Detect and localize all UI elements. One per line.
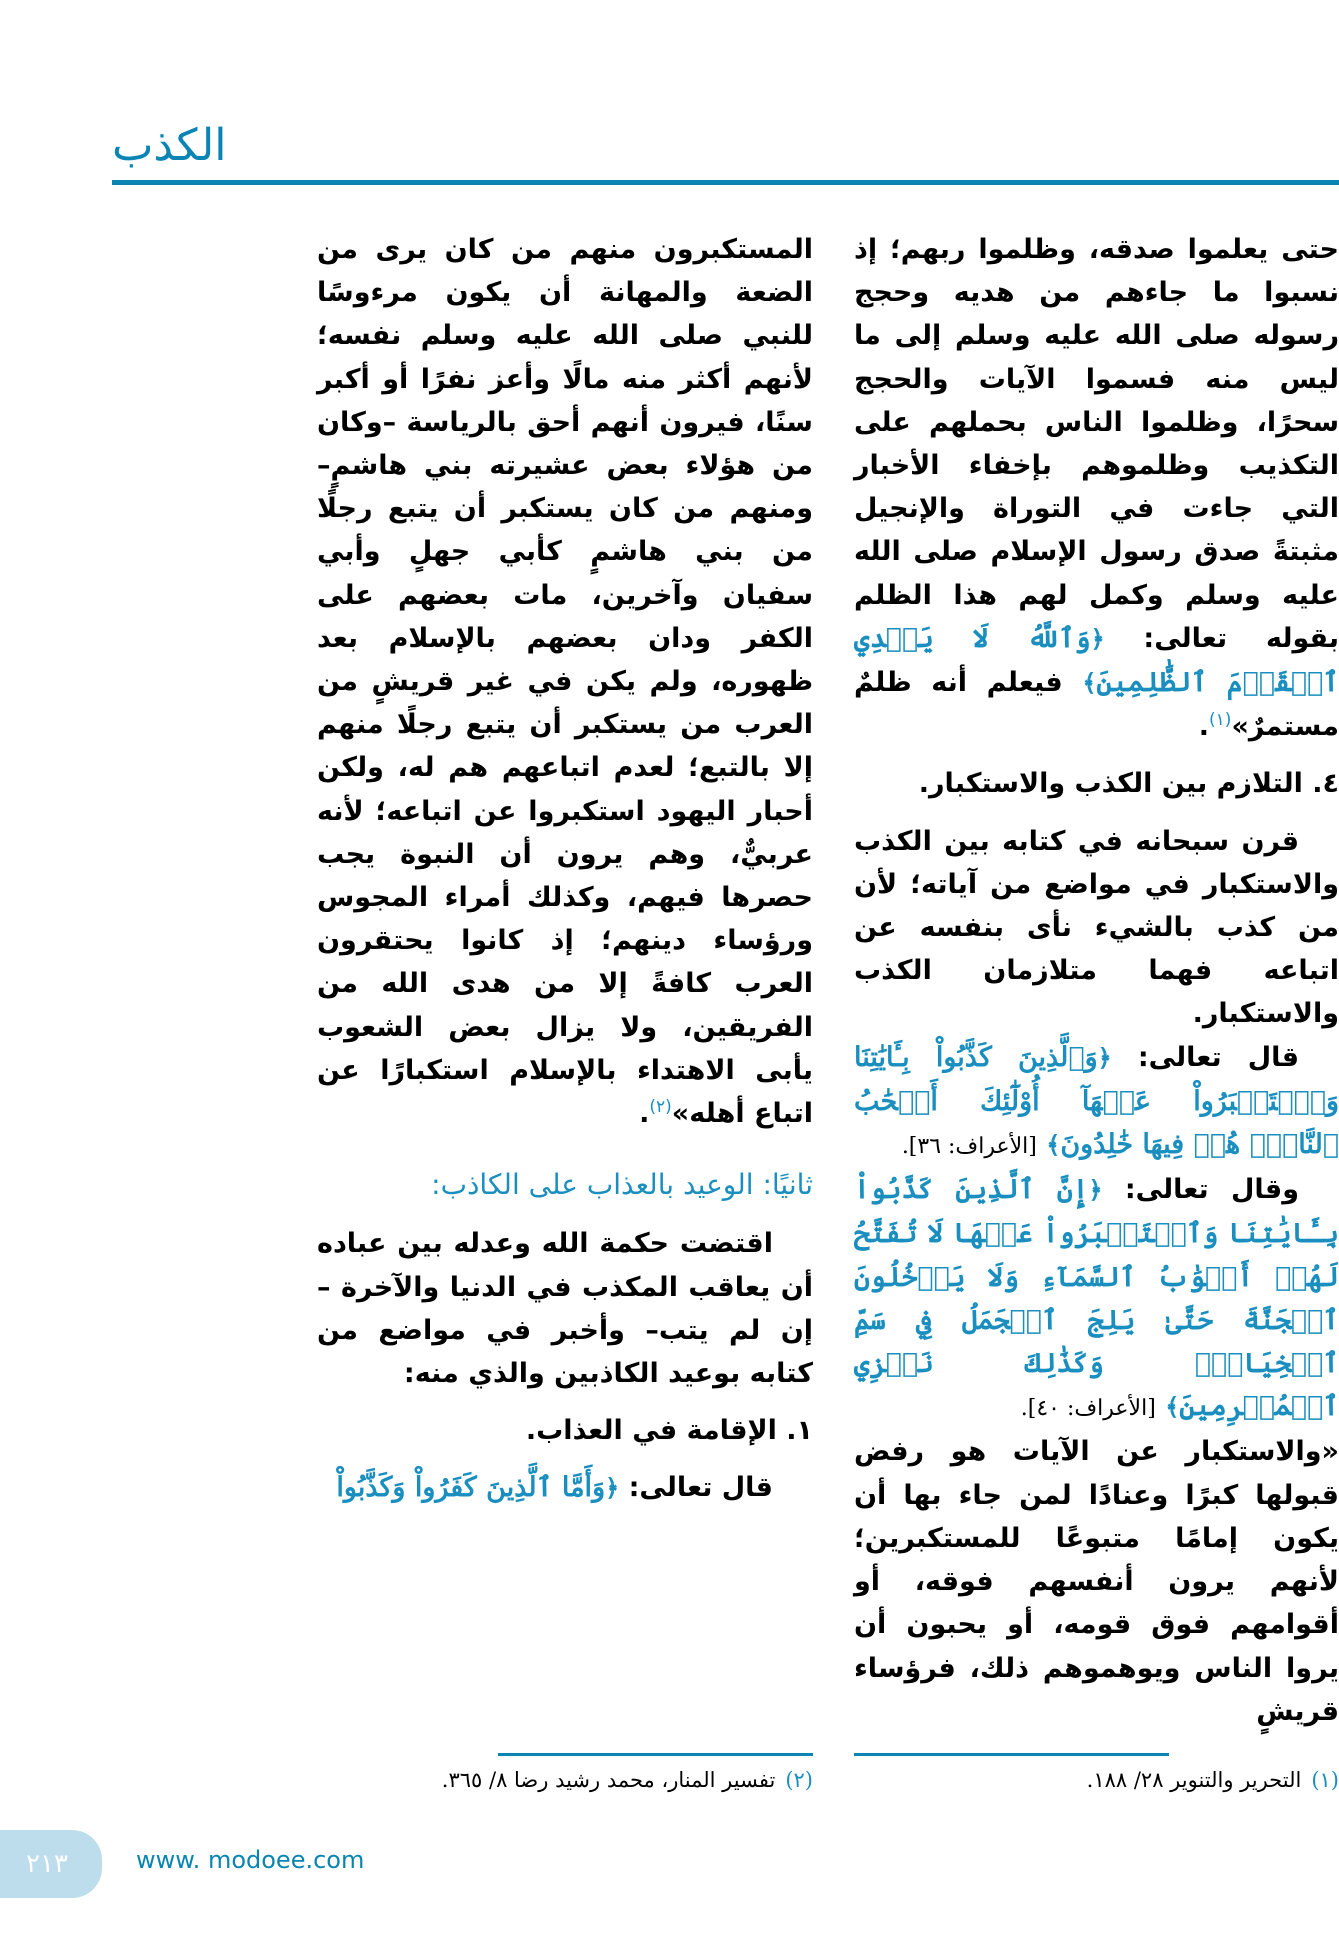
quran-close-bracket: ﴾ (1046, 1131, 1061, 1160)
punctuation: . (1198, 711, 1210, 743)
quran-close-bracket: ﴾ (1165, 1393, 1180, 1422)
quran-quote-1 (854, 1036, 1339, 1169)
subheading-4: ٤. التلازم بين الكذب والاستكبار. (918, 768, 1339, 800)
quran-open-bracket: ﴿ (1090, 624, 1105, 653)
paragraph-text: فيعلم أنه ظلمٌ مستمرٌ» (854, 667, 1339, 743)
page-header (0, 0, 1339, 228)
paragraph-arrogance: «والاستكبار عن الآيات هو رفض قبولها كبرًا وعنادًا لمن جاء بها أن يكون إمامًا متبوعًا للمستكبرين؛ لأنهم يرون أنفسهم فوقه، أو أقوامهم فوق قومه، أو يحبون أن يروا الناس ويوهموهم ذلك، فرؤساء قريشٍ (854, 1436, 1339, 1727)
header-divider (112, 180, 1339, 185)
right-column (854, 228, 1339, 1794)
quran-open-bracket: ﴿ (1097, 1043, 1112, 1072)
quran-quote-3 (317, 1466, 813, 1510)
page-number: ٢١٣ (26, 1848, 68, 1879)
quote-intro: وقال تعالى: (1124, 1174, 1299, 1206)
quran-verse: وَٱللَّهُ لَا يَهۡدِي ٱلۡقَوۡمَ ٱلظَّٰلِمِينَ (854, 622, 1339, 699)
footnote-number: (١) (1311, 1767, 1339, 1792)
left-column (317, 228, 813, 1794)
quran-open-bracket: ﴿ (1088, 1176, 1103, 1205)
verse-reference: [الأعراف: ٣٦]. (901, 1134, 1037, 1160)
quote-intro: قال تعالى: (628, 1472, 773, 1504)
page-number-tab (0, 1830, 102, 1898)
verse-reference: [الأعراف: ٤٠]. (1020, 1396, 1156, 1422)
footnote-area-right (854, 1753, 1339, 1794)
paragraph-correlation: قرن سبحانه في كتابه بين الكذب والاستكبار في مواضع من آياته؛ لأن من كذب بالشيء نأى بنفسه عن اتباعه فهما متلازمان الكذب والاستكبار. (854, 825, 1339, 1030)
footnote-text: التحرير والتنوير ٢٨/ ١٨٨. (1086, 1767, 1302, 1792)
quote-intro: قال تعالى: (1137, 1041, 1300, 1073)
right-column-body (854, 228, 1339, 1733)
footnote-ref-2[interactable]: (٢) (649, 1097, 672, 1118)
quran-verse: إِنَّ ٱلَّذِينَ كَذَّبُواْ بِـَٔايَٰتِنَا وَٱسۡتَكۡبَرُواْ عَنۡهَا لَا تُفَتَّحُ لَهُمۡ أَبۡوَٰبُ ٱلسَّمَآءِ وَلَا يَدۡخُلُونَ ٱلۡجَنَّةَ حَتَّىٰ يَلِجَ ٱلۡجَمَلُ فِي سَمِّ ٱلۡخِيَاطِۚ وَكَذَٰلِكَ نَجۡزِي ٱلۡمُجۡرِمِينَ (854, 1174, 1339, 1423)
paragraph-intro (854, 228, 1339, 748)
section-title: ثانيًا: الوعيد بالعذاب على الكاذب: (431, 1168, 813, 1202)
quran-verse: وَأَمَّا ٱلَّذِينَ كَفَرُواْ وَكَذَّبُواْ (336, 1472, 606, 1504)
footnote-divider-right (854, 1753, 1169, 1756)
footnote-text: تفسير المنار، محمد رشيد رضا ٨/ ٣٦٥. (441, 1767, 776, 1792)
footnote-ref-1[interactable]: (١) (1209, 710, 1232, 731)
quran-close-bracket: ﴾ (1082, 669, 1097, 698)
paragraph-text: حتى يعلموا صدقه، وظلموا ربهم؛ إذ نسبوا ما جاءهم من هديه وحجج رسوله صلى الله عليه وسلم إلى ما ليس منه فسموا الآيات والحجج سحرًا، وظلموا الناس بحملهم على التكذيب وظلموهم بإخفاء الأخبار التي جاءت في التوراة والإنجيل مثبتةً صدق رسول الإسلام صلى الله عليه وسلم وكمل لهم هذا الظلم بقوله تعالى: (854, 234, 1339, 654)
footnote-area-left (317, 1753, 813, 1794)
two-column-body (199, 228, 1339, 1794)
page-footer (0, 1830, 1339, 1940)
footnote-2 (317, 1766, 813, 1794)
footnote-1 (854, 1766, 1339, 1794)
footnote-number: (٢) (785, 1767, 813, 1792)
paragraph-wisdom: اقتضت حكمة الله وعدله بين عباده أن يعاقب المكذب في الدنيا والآخرة –إن لم يتب– وأخبر في مواضع من كتابه بوعيد الكاذبين والذي منه: (317, 1228, 813, 1390)
footnote-divider-left (498, 1753, 813, 1756)
left-column-body (317, 228, 813, 1733)
subheading-1: ١. الإقامة في العذاب. (525, 1415, 813, 1447)
quran-quote-2 (854, 1168, 1339, 1430)
punctuation: . (639, 1098, 650, 1130)
chapter-title: الكذب (112, 120, 227, 171)
paragraph-continuation (317, 228, 813, 1135)
website-link[interactable]: www. modoee.com (136, 1845, 365, 1874)
quran-open-bracket: ﴿ (605, 1474, 620, 1503)
quran-verse: وَٱلَّذِينَ كَذَّبُواْ بِـَٔايَٰتِنَا وَٱسۡتَكۡبَرُواْ عَنۡهَآ أُوْلَٰٓئِكَ أَصۡحَٰبُ ٱلنَّارِۖ هُمۡ فِيهَا خَٰلِدُونَ (854, 1041, 1339, 1161)
paragraph-text: المستكبرون منهم من كان يرى من الضعة والمهانة أن يكون مرءوسًا للنبي صلى الله عليه وسلم نفسه؛ لأنهم أكثر منه مالًا وأعز نفرًا أو أكبر سنًا، فيرون أنهم أحق بالرياسة –وكان من هؤلاء بعض عشيرته بني هاشمٍ– ومنهم من كان يستكبر أن يتبع رجلًا من بني هاشمٍ كأبي جهلٍ وأبي سفيان وآخرين، مات بعضهم على الكفر ودان بعضهم بالإسلام بعد ظهوره، ولم يكن في غير قريشٍ من العرب من يستكبر أن يتبع رجلًا منهم إلا بالتبع؛ لعدم اتباعهم هم له، ولكن أحبار اليهود استكبروا عن اتباعه؛ لأنه عربيٌّ، وهم يرون أن النبوة يجب حصرها فيهم، وكذلك أمراء المجوس ورؤساء دينهم؛ إذ كانوا يحتقرون العرب كافةً إلا من هدى الله من الفريقين، ولا يزال بعض الشعوب يأبى الاهتداء بالإسلام استكبارًا عن اتباع أهله» (317, 234, 813, 1130)
